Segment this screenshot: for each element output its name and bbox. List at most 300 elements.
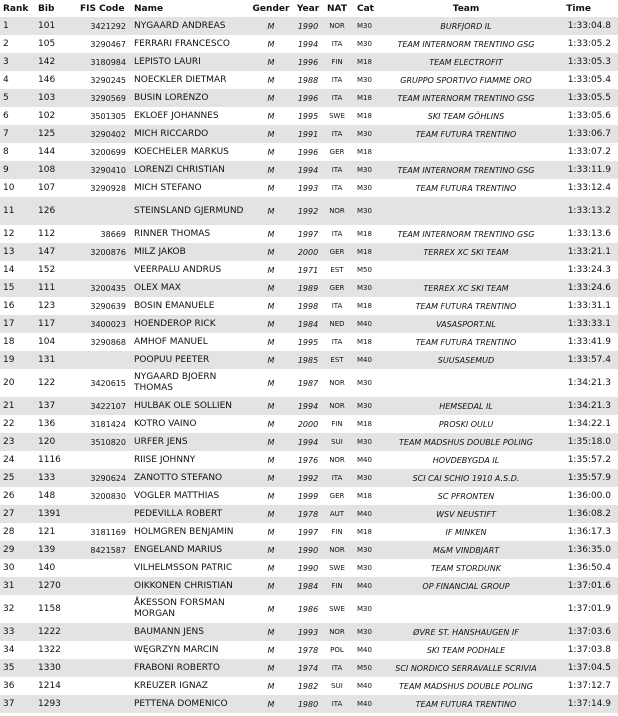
cell-name: URFER JENS	[130, 433, 248, 451]
cell-team: TEAM MADSHUS DOUBLE POLING	[399, 681, 533, 691]
cell-rank: 33	[0, 623, 38, 641]
cell-year: 1996	[294, 89, 322, 107]
cell-nat: NOR	[329, 456, 345, 464]
cell-fis-code: 3290639	[90, 301, 126, 311]
cell-gender: M	[248, 577, 294, 595]
cell-fis-code: 3420615	[90, 378, 126, 388]
table-row	[0, 577, 618, 595]
cell-team: SC PFRONTEN	[437, 491, 495, 501]
cell-year: 1994	[297, 39, 319, 49]
cell-name: POOPUU PEETER	[130, 351, 248, 369]
cell-cat: M18	[357, 338, 372, 346]
cell-fis-code	[78, 559, 130, 577]
cell-year: 1997	[297, 527, 319, 537]
cell-nat: ITA	[322, 469, 352, 487]
cell-rank: 34	[3, 645, 15, 655]
cell-time: 1:37:03.6	[546, 623, 618, 641]
header-row	[0, 0, 618, 17]
cell-fis-code	[78, 351, 130, 369]
cell-cat: M18	[352, 53, 386, 71]
cell-cat: M18	[357, 302, 372, 310]
table-row	[0, 505, 618, 523]
cell-gender: M	[248, 279, 294, 297]
cell-gender: M	[267, 491, 275, 501]
cell-name: OIKKONEN CHRISTIAN	[130, 577, 248, 595]
cell-gender: M	[267, 645, 275, 655]
cell-nat: FIN	[322, 577, 352, 595]
cell-name: VILHELMSSON PATRIC	[134, 563, 233, 573]
cell-time: 1:37:04.5	[546, 659, 618, 677]
cell-nat: FIN	[331, 528, 343, 536]
cell-rank: 3	[0, 53, 38, 71]
cell-team: TEAM INTERNORM TRENTINO GSG	[386, 89, 546, 107]
cell-name: RINNER THOMAS	[134, 229, 211, 239]
cell-team: BURFJORD IL	[386, 17, 546, 35]
cell-team: M&M VINDBJART	[386, 541, 546, 559]
cell-cat: M30	[352, 469, 386, 487]
table-row	[0, 243, 618, 261]
cell-name: ZANOTTO STEFANO	[130, 469, 248, 487]
cell-nat: ITA	[331, 184, 343, 192]
cell-bib: 126	[38, 197, 78, 225]
cell-cat: M50	[357, 266, 372, 274]
cell-rank: 31	[0, 577, 38, 595]
cell-rank: 32	[3, 604, 15, 614]
cell-name: KOECHELER MARKUS	[134, 147, 229, 157]
cell-cat: M40	[357, 682, 372, 690]
header-year: Year	[296, 3, 320, 14]
cell-bib: 1270	[38, 577, 78, 595]
cell-team	[386, 595, 546, 623]
cell-year: 1993	[297, 183, 319, 193]
table-row	[0, 107, 618, 125]
cell-year: 1990	[294, 17, 322, 35]
cell-gender: M	[248, 53, 294, 71]
cell-name: NYGAARD BJOERN THOMAS	[134, 372, 217, 393]
cell-nat: NOR	[322, 623, 352, 641]
table-row	[0, 197, 618, 225]
cell-name: ÅKESSON FORSMAN MORGAN	[134, 598, 225, 619]
cell-year: 1996	[294, 53, 322, 71]
cell-nat: SWE	[329, 564, 345, 572]
cell-bib: 1158	[38, 604, 61, 614]
cell-bib: 1330	[38, 659, 78, 677]
cell-cat: M30	[352, 197, 386, 225]
cell-cat: M18	[357, 230, 372, 238]
cell-bib: 122	[38, 378, 56, 388]
cell-bib: 152	[38, 265, 56, 275]
cell-fis-code: 3421292	[78, 17, 130, 35]
cell-time: 1:33:04.8	[546, 17, 618, 35]
cell-name: MICH STEFANO	[134, 183, 202, 193]
cell-team: TEAM FUTURA TRENTINO	[386, 695, 546, 713]
cell-rank: 25	[0, 469, 38, 487]
cell-bib: 123	[38, 301, 56, 311]
cell-nat: EST	[330, 266, 344, 274]
header-gender: Gender	[252, 3, 290, 14]
cell-time: 1:35:57.9	[546, 469, 618, 487]
cell-nat: FIN	[322, 53, 352, 71]
cell-time: 1:37:01.6	[546, 577, 618, 595]
cell-bib: 107	[38, 183, 56, 193]
table-row	[0, 559, 618, 577]
cell-cat: M18	[357, 148, 372, 156]
cell-cat: M18	[357, 528, 372, 536]
cell-cat: M40	[352, 505, 386, 523]
cell-time: 1:33:31.1	[567, 301, 611, 311]
cell-rank: 6	[3, 111, 9, 121]
cell-name: VOGLER MATTHIAS	[134, 491, 220, 501]
cell-team: HEMSEDAL IL	[386, 397, 546, 415]
cell-fis-code	[78, 659, 130, 677]
cell-year: 1974	[294, 659, 322, 677]
cell-name: HOENDEROP RICK	[130, 315, 248, 333]
header-rank: Rank	[3, 3, 29, 14]
cell-nat: GER	[322, 243, 352, 261]
cell-gender: M	[267, 39, 275, 49]
cell-bib: 103	[38, 89, 78, 107]
cell-bib: 142	[38, 53, 78, 71]
cell-rank: 19	[0, 351, 38, 369]
cell-nat: ITA	[331, 40, 343, 48]
cell-year: 1984	[294, 577, 322, 595]
cell-time: 1:37:12.7	[567, 681, 611, 691]
cell-cat: M18	[357, 112, 372, 120]
cell-team	[386, 369, 546, 397]
cell-bib: 121	[38, 527, 56, 537]
table-row	[0, 315, 618, 333]
cell-gender: M	[267, 183, 275, 193]
cell-team: TEAM INTERNORM TRENTINO GSG	[386, 161, 546, 179]
cell-gender: M	[267, 265, 275, 275]
cell-rank: 37	[0, 695, 38, 713]
cell-year: 1994	[294, 433, 322, 451]
cell-year: 1990	[297, 563, 319, 573]
cell-bib: 144	[38, 147, 56, 157]
cell-cat: M30	[352, 161, 386, 179]
cell-gender: M	[267, 337, 275, 347]
table-row	[0, 523, 618, 541]
cell-gender: M	[267, 527, 275, 537]
cell-fis-code: 3290402	[78, 125, 130, 143]
cell-time: 1:37:01.9	[567, 604, 611, 614]
table-row	[0, 451, 618, 469]
cell-gender: M	[248, 505, 294, 523]
cell-time: 1:33:11.9	[546, 161, 618, 179]
cell-nat: GER	[329, 492, 345, 500]
cell-fis-code: 3200876	[78, 243, 130, 261]
cell-team	[386, 143, 546, 161]
header-cat: Cat	[357, 3, 374, 14]
cell-bib: 104	[38, 337, 56, 347]
cell-gender: M	[248, 197, 294, 225]
cell-gender: M	[248, 659, 294, 677]
cell-time: 1:36:50.4	[567, 563, 611, 573]
cell-year: 1989	[294, 279, 322, 297]
cell-cat: M30	[357, 564, 372, 572]
table-row	[0, 17, 618, 35]
cell-gender: M	[267, 681, 275, 691]
cell-gender: M	[248, 161, 294, 179]
cell-name: NYGAARD ANDREAS	[130, 17, 248, 35]
cell-time: 1:33:57.4	[546, 351, 618, 369]
cell-team: TERREX XC SKI TEAM	[386, 243, 546, 261]
cell-bib: 1214	[38, 681, 61, 691]
cell-bib: 125	[38, 125, 78, 143]
cell-bib: 117	[38, 315, 78, 333]
cell-name: FERRARI FRANCESCO	[134, 39, 230, 49]
cell-team: TEAM FUTURA TRENTINO	[415, 301, 517, 311]
cell-time: 1:36:00.0	[567, 491, 611, 501]
cell-nat: ITA	[322, 161, 352, 179]
cell-bib: 108	[38, 161, 78, 179]
cell-year: 1999	[297, 491, 319, 501]
cell-cat: M40	[352, 577, 386, 595]
cell-gender: M	[267, 604, 275, 614]
cell-cat: M40	[357, 646, 372, 654]
cell-fis-code: 3180984	[78, 53, 130, 71]
cell-fis-code: 3290467	[90, 39, 126, 49]
table-row	[0, 143, 618, 161]
cell-cat: M18	[357, 492, 372, 500]
cell-nat: SUI	[331, 682, 343, 690]
cell-rank: 27	[0, 505, 38, 523]
cell-fis-code	[78, 623, 130, 641]
cell-bib: 1293	[38, 695, 78, 713]
table-row	[0, 351, 618, 369]
cell-name: BUSIN LORENZO	[130, 89, 248, 107]
cell-time: 1:33:07.2	[567, 147, 611, 157]
cell-nat: GER	[329, 148, 345, 156]
cell-year: 1984	[294, 315, 322, 333]
cell-rank: 17	[0, 315, 38, 333]
cell-gender: M	[248, 433, 294, 451]
cell-time: 1:36:17.3	[567, 527, 611, 537]
cell-fis-code: 3200435	[78, 279, 130, 297]
cell-year: 1992	[294, 197, 322, 225]
cell-year: 1993	[294, 623, 322, 641]
cell-bib: 133	[38, 469, 78, 487]
cell-nat: NED	[322, 315, 352, 333]
table-row	[0, 415, 618, 433]
cell-bib: 112	[38, 229, 56, 239]
cell-cat: M30	[357, 379, 372, 387]
cell-gender: M	[248, 17, 294, 35]
cell-year: 1978	[297, 645, 319, 655]
cell-year: 1998	[297, 301, 319, 311]
cell-time: 1:33:05.6	[567, 111, 611, 121]
cell-name: LORENZI CHRISTIAN	[130, 161, 248, 179]
cell-name: STEINSLAND GJERMUND	[130, 197, 248, 225]
cell-cat: M30	[352, 279, 386, 297]
cell-rank: 4	[3, 75, 9, 85]
cell-nat: ITA	[331, 230, 343, 238]
cell-time: 1:33:21.1	[546, 243, 618, 261]
cell-bib: 1391	[38, 505, 78, 523]
table-row	[0, 161, 618, 179]
cell-bib: 120	[38, 433, 78, 451]
cell-name: MICH RICCARDO	[130, 125, 248, 143]
cell-gender: M	[248, 541, 294, 559]
cell-rank: 14	[3, 265, 15, 275]
cell-gender: M	[248, 315, 294, 333]
cell-cat: M40	[357, 456, 372, 464]
cell-time: 1:33:24.6	[546, 279, 618, 297]
cell-name: HULBAK OLE SOLLIEN	[130, 397, 248, 415]
cell-gender: M	[248, 469, 294, 487]
cell-year: 2000	[294, 243, 322, 261]
cell-team: SUUSASEMUD	[386, 351, 546, 369]
cell-bib: 139	[38, 541, 78, 559]
cell-team: SCI CAI SCHIO 1910 A.S.D.	[386, 469, 546, 487]
cell-year: 1976	[297, 455, 319, 465]
cell-bib: 1222	[38, 623, 78, 641]
cell-fis-code: 3400023	[78, 315, 130, 333]
cell-gender: M	[248, 351, 294, 369]
cell-year: 1996	[297, 147, 319, 157]
cell-cat: M18	[352, 243, 386, 261]
cell-time: 1:35:18.0	[546, 433, 618, 451]
cell-gender: M	[267, 147, 275, 157]
cell-name: RIISE JOHNNY	[134, 455, 196, 465]
cell-fis-code: 3290868	[90, 337, 126, 347]
cell-year: 1971	[297, 265, 319, 275]
table-row	[0, 695, 618, 713]
cell-gender: M	[267, 419, 275, 429]
cell-cat: M40	[352, 315, 386, 333]
cell-bib: 102	[38, 111, 56, 121]
cell-fis-code: 3510820	[78, 433, 130, 451]
cell-time: 1:33:13.6	[567, 229, 611, 239]
cell-cat: M30	[352, 433, 386, 451]
cell-bib: 101	[38, 17, 78, 35]
cell-team: HOVDEBYGDA IL	[432, 455, 500, 465]
cell-nat: ITA	[331, 76, 343, 84]
table-row	[0, 35, 618, 53]
cell-time: 1:33:33.1	[546, 315, 618, 333]
cell-bib: 148	[38, 491, 56, 501]
cell-nat: ITA	[322, 659, 352, 677]
cell-name: OLEX MAX	[130, 279, 248, 297]
cell-bib: 131	[38, 351, 78, 369]
cell-rank: 30	[3, 563, 15, 573]
cell-rank: 26	[3, 491, 15, 501]
cell-time: 1:37:03.8	[567, 645, 611, 655]
cell-rank: 21	[0, 397, 38, 415]
table-row	[0, 225, 618, 243]
table-row	[0, 89, 618, 107]
cell-gender: M	[267, 455, 275, 465]
table-row	[0, 179, 618, 197]
cell-year: 1986	[297, 604, 319, 614]
cell-rank: 2	[3, 39, 9, 49]
cell-time: 1:33:13.2	[546, 197, 618, 225]
cell-nat: NOR	[322, 17, 352, 35]
cell-nat: GER	[322, 279, 352, 297]
cell-name: BOSIN EMANUELE	[134, 301, 215, 311]
cell-bib: 137	[38, 397, 78, 415]
cell-rank: 28	[3, 527, 15, 537]
cell-fis-code	[78, 641, 130, 659]
cell-time: 1:33:06.7	[546, 125, 618, 143]
cell-name: WĘGRZYN MARCIN	[134, 645, 219, 655]
cell-rank: 10	[3, 183, 15, 193]
cell-time: 1:36:35.0	[546, 541, 618, 559]
cell-name: PEDEVILLA ROBERT	[130, 505, 248, 523]
cell-fis-code	[78, 695, 130, 713]
table-row	[0, 279, 618, 297]
cell-year: 1990	[294, 541, 322, 559]
cell-nat: SWE	[329, 112, 345, 120]
cell-name: AMHOF MANUEL	[134, 337, 208, 347]
cell-year: 1994	[294, 397, 322, 415]
cell-team: ØVRE ST. HANSHAUGEN IF	[386, 623, 546, 641]
header-nat: NAT	[327, 3, 347, 14]
cell-nat: AUT	[322, 505, 352, 523]
cell-nat: ITA	[322, 695, 352, 713]
cell-bib: 1116	[38, 455, 61, 465]
cell-gender: M	[267, 75, 275, 85]
cell-name: PETTENA DOMENICO	[130, 695, 248, 713]
cell-year: 1985	[294, 351, 322, 369]
cell-team: WSV NEUSTIFT	[386, 505, 546, 523]
cell-fis-code: 3290569	[78, 89, 130, 107]
table-row	[0, 261, 618, 279]
table-row	[0, 397, 618, 415]
table-row	[0, 641, 618, 659]
cell-nat: NOR	[329, 379, 345, 387]
cell-cat: M40	[352, 351, 386, 369]
cell-year: 1995	[297, 111, 319, 121]
cell-year: 1978	[294, 505, 322, 523]
cell-gender: M	[267, 563, 275, 573]
cell-fis-code: 3422107	[78, 397, 130, 415]
cell-fis-code	[78, 677, 130, 695]
cell-nat: NOR	[322, 541, 352, 559]
cell-cat: M30	[357, 184, 372, 192]
cell-rank: 20	[3, 378, 15, 388]
cell-rank: 24	[3, 455, 15, 465]
cell-bib: 140	[38, 563, 56, 573]
cell-team: OP FINANCIAL GROUP	[386, 577, 546, 595]
cell-fis-code: 3181169	[90, 527, 126, 537]
cell-rank: 15	[0, 279, 38, 297]
cell-cat: M30	[357, 76, 372, 84]
cell-gender: M	[267, 229, 275, 239]
cell-cat: M30	[352, 397, 386, 415]
cell-team: TEAM FUTURA TRENTINO	[415, 337, 517, 347]
cell-name: VEERPALU ANDRUS	[134, 265, 222, 275]
cell-fis-code	[78, 261, 130, 279]
cell-fis-code	[78, 595, 130, 623]
table-row	[0, 433, 618, 451]
cell-team: VASASPORT.NL	[386, 315, 546, 333]
cell-fis-code: 3501305	[90, 111, 126, 121]
cell-time: 1:33:05.2	[567, 39, 611, 49]
cell-cat: M40	[352, 695, 386, 713]
cell-team: TEAM FUTURA TRENTINO	[415, 183, 517, 193]
cell-nat: POL	[330, 646, 344, 654]
cell-name: LEPISTO LAURI	[130, 53, 248, 71]
cell-team: TEAM INTERNORM TRENTINO GSG	[397, 229, 535, 239]
cell-gender: M	[248, 125, 294, 143]
table-row	[0, 677, 618, 695]
table-row	[0, 71, 618, 89]
cell-team: TEAM MADSHUS DOUBLE POLING	[386, 433, 546, 451]
cell-name: HOLMGREN BENJAMIN	[134, 527, 234, 537]
cell-name: NOECKLER DIETMAR	[134, 75, 227, 85]
cell-cat: M30	[352, 541, 386, 559]
